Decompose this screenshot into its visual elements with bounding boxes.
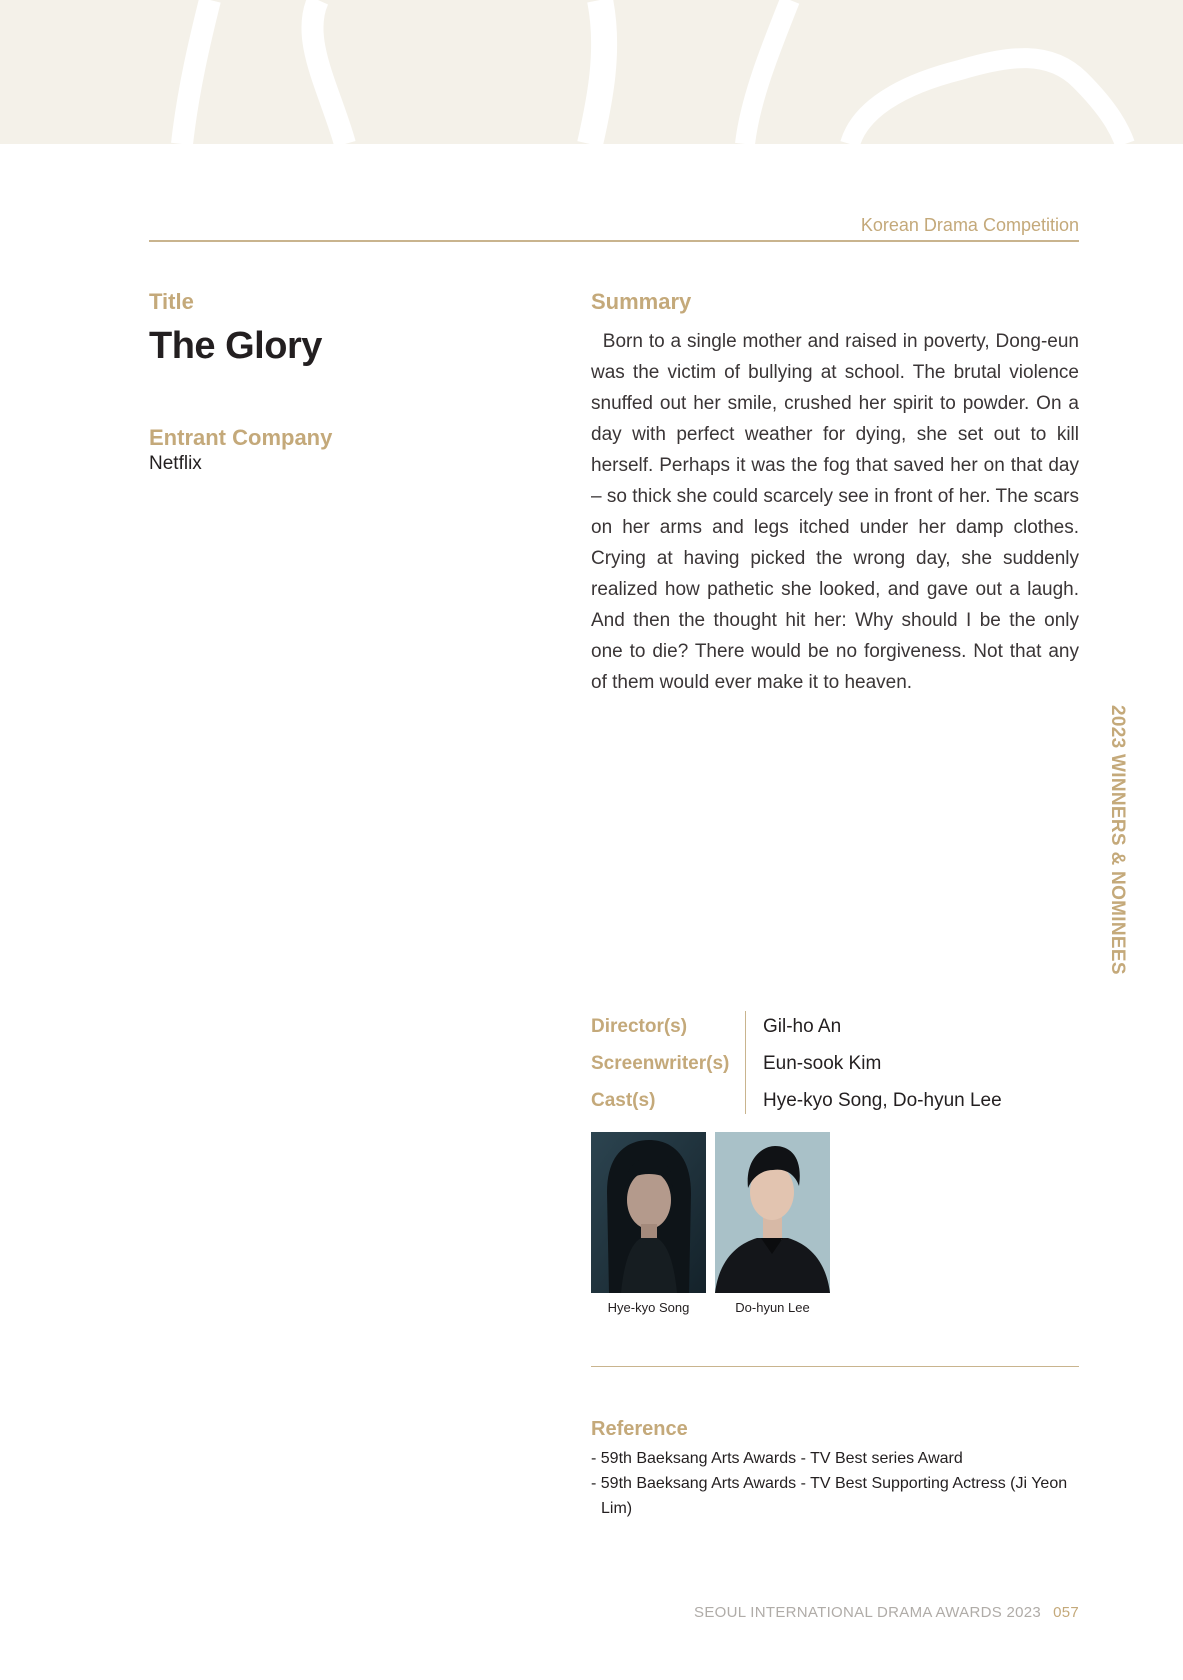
decorative-top-band — [0, 0, 1183, 144]
decorative-swirl-pattern — [0, 0, 1183, 144]
credit-value: Eun-sook Kim — [763, 1052, 882, 1074]
reference-label: Reference — [591, 1418, 688, 1440]
reference-item: - 59th Baeksang Arts Awards - TV Best Supporting Actress (Ji Yeon Lim) — [591, 1475, 1068, 1517]
cast-photo-caption: Do-hyun Lee — [735, 1300, 810, 1315]
side-vertical-label: 2023 WINNERS & NOMINEES — [1107, 705, 1128, 975]
publication-name: SEOUL INTERNATIONAL DRAMA AWARDS 2023 — [694, 1604, 1042, 1621]
cast-photo-hye-kyo-song — [591, 1132, 706, 1293]
drama-title: The Glory — [149, 325, 322, 367]
summary-label: Summary — [591, 289, 692, 314]
page-footer — [694, 1604, 1079, 1621]
entrant-company-value: Netflix — [149, 453, 202, 474]
credit-value: Hye-kyo Song, Do-hyun Lee — [763, 1089, 1002, 1111]
cast-photo-do-hyun-lee — [715, 1132, 830, 1293]
credit-value: Gil-ho An — [763, 1015, 842, 1037]
credit-row-cast — [591, 1082, 1002, 1119]
credit-label: Screenwriter(s) — [591, 1052, 730, 1074]
summary-body: Born to a single mother and raised in poverty, Dong-eun was the victim of bullying at school. The brutal violence snuffed out her smile, crushed her spirit to powder. On a day with perfect weather for dying, she set out to kill herself. Perhaps it was the fog that saved her on that day – so thick she could scarcely see in front of her. The scars on her arms and legs itched under her damp clothes. Crying at having picked the wrong day, she suddenly realized how pathetic she looked, and gave out a laugh. And then the thought hit her: Why should I be the only one to die? There would be no forgiveness. Not that any of them would ever make it to heaven. — [591, 331, 1080, 693]
credits-block — [591, 1008, 1002, 1119]
credits-divider — [745, 1011, 746, 1114]
page-number: 057 — [1053, 1604, 1079, 1621]
title-label: Title — [149, 289, 194, 314]
section-divider — [591, 1366, 1079, 1367]
cast-photos — [591, 1132, 830, 1315]
cast-photo-card — [715, 1132, 830, 1315]
cast-photo-card — [591, 1132, 706, 1315]
reference-list — [591, 1446, 1091, 1521]
credit-row-director — [591, 1008, 1002, 1045]
summary-text — [591, 326, 1079, 698]
cast-photo-caption: Hye-kyo Song — [607, 1300, 690, 1315]
header-rule — [149, 240, 1079, 242]
credit-row-screenwriter — [591, 1045, 1002, 1082]
entrant-company-label: Entrant Company — [149, 425, 333, 450]
credit-label: Cast(s) — [591, 1089, 656, 1111]
reference-item: - 59th Baeksang Arts Awards - TV Best series Award — [591, 1450, 963, 1467]
section-label: Korean Drama Competition — [860, 215, 1079, 235]
credit-label: Director(s) — [591, 1015, 688, 1037]
